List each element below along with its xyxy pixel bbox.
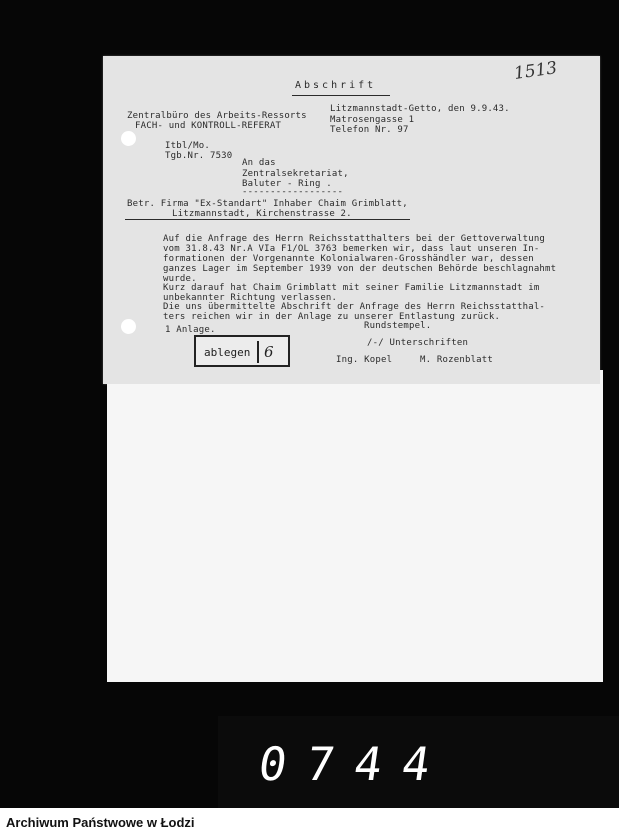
stamp-label: ablegen <box>204 346 251 359</box>
signatures-label: /-/ Unterschriften <box>367 338 469 348</box>
document-title: Abschrift <box>295 80 377 91</box>
sender-line-1: Zentralbüro des Arbeits-Ressorts <box>127 111 307 121</box>
ablegen-stamp <box>194 335 290 367</box>
sender-line-2: FACH- und KONTROLL-REFERAT <box>135 121 282 131</box>
body-line: wurde. <box>163 274 197 284</box>
body-line: unbekannter Richtung verlassen. <box>163 293 338 303</box>
archive-footer <box>0 808 619 840</box>
archive-name: Archiwum Państwowe w Łodzi <box>6 815 195 830</box>
subject-line-2: Litzmannstadt, Kirchenstrasse 2. <box>172 209 352 219</box>
frame-number: 0744 <box>255 737 454 791</box>
recipient-line-3: Baluter - Ring . <box>242 179 332 189</box>
body-line: formationen der Vorgenannte Kolonialwaren-Grosshändler war, dessen <box>163 254 534 264</box>
body-line: Die uns übermittelte Abschrift der Anfrage des Herrn Reichsstatthal- <box>163 302 546 312</box>
subject-underline <box>125 219 410 220</box>
reference-initials: Itbl/Mo. <box>165 141 210 151</box>
stamp-divider <box>257 341 259 363</box>
body-line: ters reichen wir in der Anlage zu unserer Entlastung zurück. <box>163 312 501 322</box>
recipient-separator: ------------------ <box>242 187 344 197</box>
body-line: Kurz darauf hat Chaim Grimblatt mit seiner Familie Litzmannstadt im <box>163 283 540 293</box>
body-line: ganzes Lager im September 1939 von der deutschen Behörde beschlagnahmt <box>163 264 557 274</box>
subject-line-1: Betr. Firma "Ex-Standart" Inhaber Chaim Grimblatt, <box>127 199 408 209</box>
blank-sheet <box>107 370 603 682</box>
address: Matrosengasse 1 <box>330 115 415 125</box>
place-date: Litzmannstadt-Getto, den 9.9.43. <box>330 104 510 114</box>
title-underline <box>292 95 390 96</box>
body-line: vom 31.8.43 Nr.A VIa F1/OL 3763 bemerken wir, dass laut unseren In- <box>163 244 540 254</box>
round-stamp-note: Rundstempel. <box>364 321 432 331</box>
punch-hole <box>121 131 136 146</box>
recipient-line-1: An das <box>242 158 276 168</box>
body-line: Auf die Anfrage des Herrn Reichsstatthalters bei der Gettoverwaltung <box>163 234 546 244</box>
reference-number: Tgb.Nr. 7530 <box>165 151 233 161</box>
signatory-2: M. Rozenblatt <box>420 355 494 365</box>
telephone: Telefon Nr. 97 <box>330 125 409 135</box>
stamp-value: 6 <box>264 343 274 361</box>
signatory-1: Ing. Kopel <box>336 355 393 365</box>
punch-hole <box>121 319 136 334</box>
handwritten-number: 1513 <box>512 58 559 84</box>
attachment-note: 1 Anlage. <box>165 325 216 335</box>
recipient-line-2: Zentralsekretariat, <box>242 169 349 179</box>
